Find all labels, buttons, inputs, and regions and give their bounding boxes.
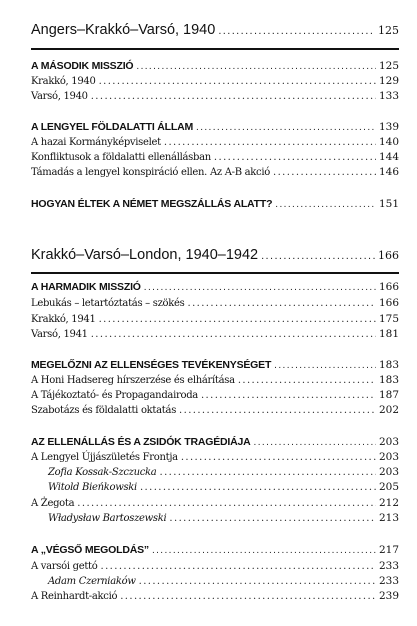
toc-entry xyxy=(31,374,399,386)
page-number: 205 xyxy=(378,481,399,493)
page-number: 146 xyxy=(378,166,399,178)
entry-label: Zofia Kossak-Szczucka xyxy=(48,467,157,478)
entry-label: Varsó, 1941 xyxy=(31,329,88,340)
section-heading xyxy=(31,544,399,556)
page-number: 139 xyxy=(378,121,399,133)
section-heading xyxy=(31,281,399,293)
section-title: A „VÉGSŐ MEGOLDÁS” xyxy=(31,544,149,556)
page-number: 144 xyxy=(378,151,399,163)
divider xyxy=(31,48,399,50)
toc-entry xyxy=(31,590,399,602)
entry-label: A Lengyel Újjászületés Frontja xyxy=(31,452,178,463)
toc-entry xyxy=(31,297,399,309)
entry-label: Lebukás – letartóztatás – szökés xyxy=(31,298,185,309)
page-number: 203 xyxy=(378,451,399,463)
toc-subentry xyxy=(31,466,399,478)
entry-label: Władysław Bartoszewski xyxy=(48,513,167,524)
entry-label: Támadás a lengyel konspiráció ellen. Az A-B akció xyxy=(31,167,270,178)
part-heading xyxy=(31,22,399,38)
page-number: 151 xyxy=(378,198,399,210)
toc-entry xyxy=(31,328,399,340)
page-number: 133 xyxy=(378,90,399,102)
part-heading xyxy=(31,247,399,263)
toc-entry xyxy=(31,75,399,87)
page-number: 183 xyxy=(378,374,399,386)
entry-label: A Tájékoztató- és Propagandairoda xyxy=(31,390,198,401)
divider xyxy=(31,272,399,274)
section-heading xyxy=(31,121,399,133)
entry-label: Konfliktusok a földalatti ellenállásban xyxy=(31,152,211,163)
section-title: A MÁSODIK MISSZIÓ xyxy=(31,60,134,72)
page-number: 203 xyxy=(378,436,399,448)
entry-label: Krakkó, 1941 xyxy=(31,314,96,325)
section-heading xyxy=(31,198,399,210)
toc-entry xyxy=(31,560,399,572)
section-heading xyxy=(31,359,399,371)
page-number: 233 xyxy=(378,560,399,572)
page-number: 183 xyxy=(378,359,399,371)
page-number: 166 xyxy=(378,281,399,293)
page-number: 140 xyxy=(378,136,399,148)
page-number: 125 xyxy=(378,60,399,72)
toc-entry xyxy=(31,166,399,178)
toc-entry xyxy=(31,451,399,463)
page-number: 175 xyxy=(378,313,399,325)
toc-entry xyxy=(31,389,399,401)
toc-subentry xyxy=(31,575,399,587)
page-number: 125 xyxy=(378,24,399,37)
section-title: AZ ELLENÁLLÁS ÉS A ZSIDÓK TRAGÉDIÁJA xyxy=(31,436,251,448)
entry-label: Szabotázs és földalatti oktatás xyxy=(31,405,177,416)
toc-entry xyxy=(31,497,399,509)
table-of-contents xyxy=(31,0,399,626)
entry-label: A Żegota xyxy=(31,498,75,509)
page-number: 213 xyxy=(378,512,399,524)
entry-label: A hazai Kormányképviselet xyxy=(31,137,161,148)
part-title: Krakkó–Varsó–London, 1940–1942 xyxy=(31,247,259,263)
page-number: 166 xyxy=(378,249,399,262)
toc-subentry xyxy=(31,512,399,524)
toc-entry xyxy=(31,90,399,102)
page-number: 202 xyxy=(378,404,399,416)
page-number: 239 xyxy=(378,590,399,602)
section-heading xyxy=(31,436,399,448)
page-number: 166 xyxy=(378,297,399,309)
page-number: 181 xyxy=(378,328,399,340)
entry-label: Adam Czerniaków xyxy=(48,576,136,587)
part-title: Angers–Krakkó–Varsó, 1940 xyxy=(31,22,216,38)
toc-entry xyxy=(31,151,399,163)
entry-label: A varsói gettó xyxy=(31,561,98,572)
entry-label: Krakkó, 1940 xyxy=(31,76,96,87)
entry-label: Varsó, 1940 xyxy=(31,91,88,102)
toc-entry xyxy=(31,136,399,148)
page-number: 217 xyxy=(378,544,399,556)
section-title: MEGELŐZNI AZ ELLENSÉGES TEVÉKENYSÉGET xyxy=(31,359,272,371)
page-number: 203 xyxy=(378,466,399,478)
section-title: A HARMADIK MISSZIÓ xyxy=(31,281,141,293)
page-number: 187 xyxy=(378,389,399,401)
entry-label: A Reinhardt-akció xyxy=(31,591,118,602)
section-heading xyxy=(31,60,399,72)
entry-label: A Honi Hadsereg hírszerzése és elhárítása xyxy=(31,375,235,386)
toc-entry xyxy=(31,404,399,416)
page-number: 233 xyxy=(378,575,399,587)
page-number: 212 xyxy=(378,497,399,509)
entry-label: Witold Bieńkowski xyxy=(48,482,137,493)
toc-subentry xyxy=(31,481,399,493)
toc-entry xyxy=(31,313,399,325)
section-title: HOGYAN ÉLTEK A NÉMET MEGSZÁLLÁS ALATT? xyxy=(31,198,273,210)
page-number: 129 xyxy=(378,75,399,87)
section-title: A LENGYEL FÖLDALATTI ÁLLAM xyxy=(31,121,194,133)
